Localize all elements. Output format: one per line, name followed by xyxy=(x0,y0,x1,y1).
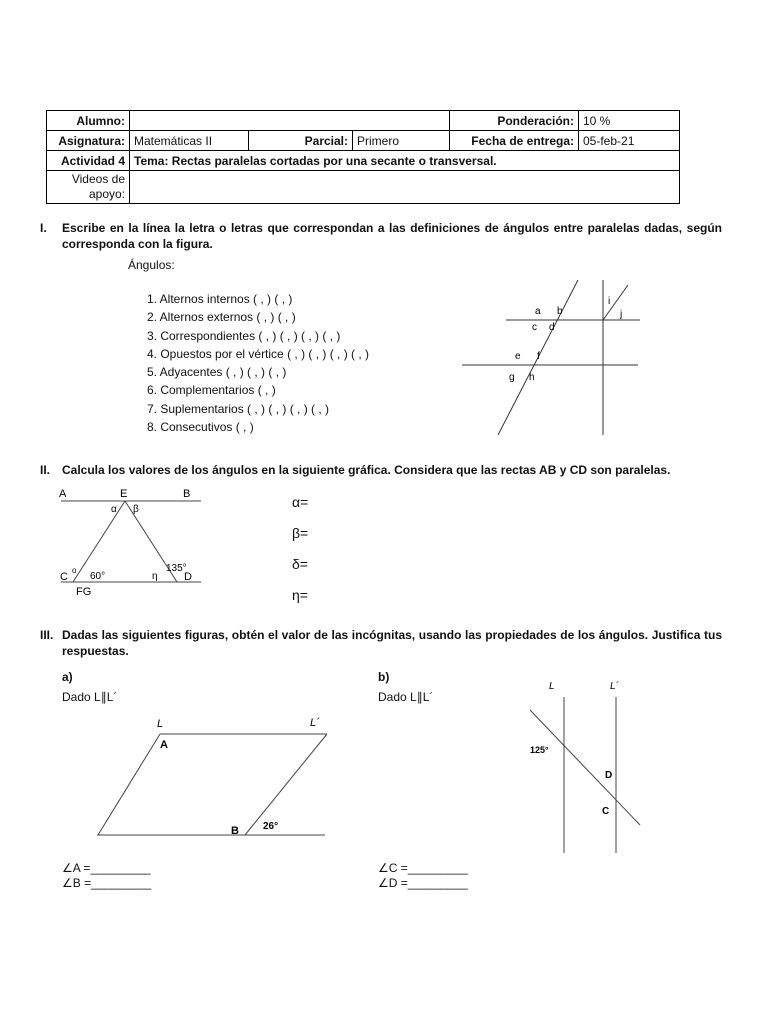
asignatura-label: Asignatura: xyxy=(47,131,130,151)
angle-125-label: 125° xyxy=(530,745,549,755)
parallel-lines-figure-1 xyxy=(460,270,645,438)
alumno-label: Alumno: xyxy=(47,111,130,131)
part-b-label: b) xyxy=(378,670,390,684)
angle-beta-label: β xyxy=(133,504,139,515)
label-l-prime: L´ xyxy=(310,717,320,729)
angle-135-label: 135° xyxy=(166,563,187,574)
part-a-given: Dado L∥L´ xyxy=(62,690,118,704)
section-3-number: III. xyxy=(40,628,54,642)
parcial-value: Primero xyxy=(353,131,450,151)
section-2-instructions xyxy=(40,462,722,478)
part-a-label: a) xyxy=(62,670,73,684)
section-1-number: I. xyxy=(40,221,47,235)
angle-eta-label: η xyxy=(152,571,158,582)
asignatura-value: Matemáticas II xyxy=(130,131,249,151)
answer-angle-c[interactable]: ∠C =_________ xyxy=(378,861,468,875)
angle-26-label: 26° xyxy=(263,821,279,832)
answer-angle-a[interactable]: ∠A =_________ xyxy=(62,861,151,875)
angle-label-c: c xyxy=(532,322,537,333)
list-item: 2. Alternos externos ( , ) ( , ) xyxy=(147,310,296,325)
answer-angle-b[interactable]: ∠B =_________ xyxy=(62,876,152,890)
angle-label-e: e xyxy=(515,351,521,362)
transversal-line-2 xyxy=(603,285,628,320)
angle-label-c: C xyxy=(602,806,610,817)
part-a-answers xyxy=(62,861,151,891)
list-item: 6. Complementarios ( , ) xyxy=(147,383,276,398)
label-l: L xyxy=(549,681,555,692)
part-b-answers xyxy=(378,861,468,891)
angle-label-g: g xyxy=(509,372,515,383)
transversal-figure xyxy=(520,675,650,857)
degree-mark: o xyxy=(72,566,77,575)
section-2-number: II. xyxy=(40,463,51,477)
section-2-text: Calcula los valores de los ángulos en la siguiente gráfica. Considera que las rectas AB y CD son paralelas. xyxy=(62,463,671,477)
vertex-label-a: A xyxy=(160,739,168,751)
point-label-a: A xyxy=(59,488,67,500)
label-l-prime: L´ xyxy=(610,681,619,692)
section-1-instructions xyxy=(40,220,722,252)
vertex-label-b: B xyxy=(231,825,239,837)
section-3-instructions xyxy=(40,627,722,659)
part-b-given: Dado L∥L´ xyxy=(378,690,434,704)
list-item: 7. Suplementarios ( , ) ( , ) ( , ) ( , ) xyxy=(147,401,330,416)
list-item: 5. Adyacentes ( , ) ( , ) ( , ) xyxy=(147,365,287,380)
angle-label-j: j xyxy=(620,309,623,320)
angle-label-h: h xyxy=(529,372,535,383)
angle-alpha-label: α xyxy=(111,504,117,515)
angle-answers xyxy=(292,487,308,611)
ponderacion-value: 10 % xyxy=(579,111,680,131)
angle-label-i: i xyxy=(608,296,611,307)
fecha-label: Fecha de entrega: xyxy=(450,131,579,151)
triangle-side-left xyxy=(73,501,125,582)
answer-alpha[interactable]: α= xyxy=(292,494,309,510)
angle-label-b: b xyxy=(557,306,563,317)
answer-beta[interactable]: β= xyxy=(292,525,309,541)
section-3-text: Dadas las siguientes figuras, obtén el valor de las incógnitas, usando las propiedades de los ángulos. Justifica tus respuestas. xyxy=(62,628,722,658)
answer-angle-d[interactable]: ∠D =_________ xyxy=(378,876,468,890)
angle-label-d: D xyxy=(605,770,613,781)
list-item: 3. Correspondientes ( , ) ( , ) ( , ) ( , ) xyxy=(147,328,341,343)
parallelogram-figure xyxy=(95,712,330,842)
label-l: L xyxy=(157,718,164,730)
parallelogram-side-right xyxy=(245,734,327,835)
alumno-field[interactable] xyxy=(130,111,450,131)
angle-definitions-list xyxy=(147,290,369,436)
point-label-c: C xyxy=(60,571,68,583)
section-1-text: Escribe en la línea la letra o letras que correspondan a las definiciones de ángulos entre paralelas dadas, según corresponda con la figura. xyxy=(62,221,722,251)
list-item: 1. Alternos internos ( , ) ( , ) xyxy=(147,292,293,306)
list-item: 4. Opuestos por el vértice ( , ) ( , ) ( , ) ( , ) xyxy=(147,346,370,361)
triangle-figure xyxy=(55,485,205,600)
fecha-value: 05-feb-21 xyxy=(579,131,680,151)
angulos-heading: Ángulos: xyxy=(128,258,175,272)
angle-60-label: 60° xyxy=(90,571,106,582)
point-label-b: B xyxy=(183,488,191,500)
parallelogram-side-left xyxy=(98,734,160,835)
parcial-label: Parcial: xyxy=(249,131,353,151)
answer-delta[interactable]: δ= xyxy=(292,556,308,572)
videos-field[interactable] xyxy=(130,171,680,204)
actividad-label: Actividad 4 xyxy=(47,151,130,171)
point-label-e: E xyxy=(120,488,128,500)
angle-label-d: d xyxy=(549,322,555,333)
tema-value: Tema: Rectas paralelas cortadas por una secante o transversal. xyxy=(130,151,680,171)
header-table xyxy=(46,110,680,204)
list-item: 8. Consecutivos ( , ) xyxy=(147,420,254,435)
answer-eta[interactable]: η= xyxy=(292,587,308,603)
ponderacion-label: Ponderación: xyxy=(450,111,579,131)
transversal-line xyxy=(530,710,640,825)
angle-label-f: f xyxy=(537,351,540,362)
videos-label: Videos de apoyo: xyxy=(47,171,130,204)
point-label-fg: FG xyxy=(76,586,92,598)
point-label-d: D xyxy=(184,571,192,583)
angle-label-a: a xyxy=(535,306,541,317)
